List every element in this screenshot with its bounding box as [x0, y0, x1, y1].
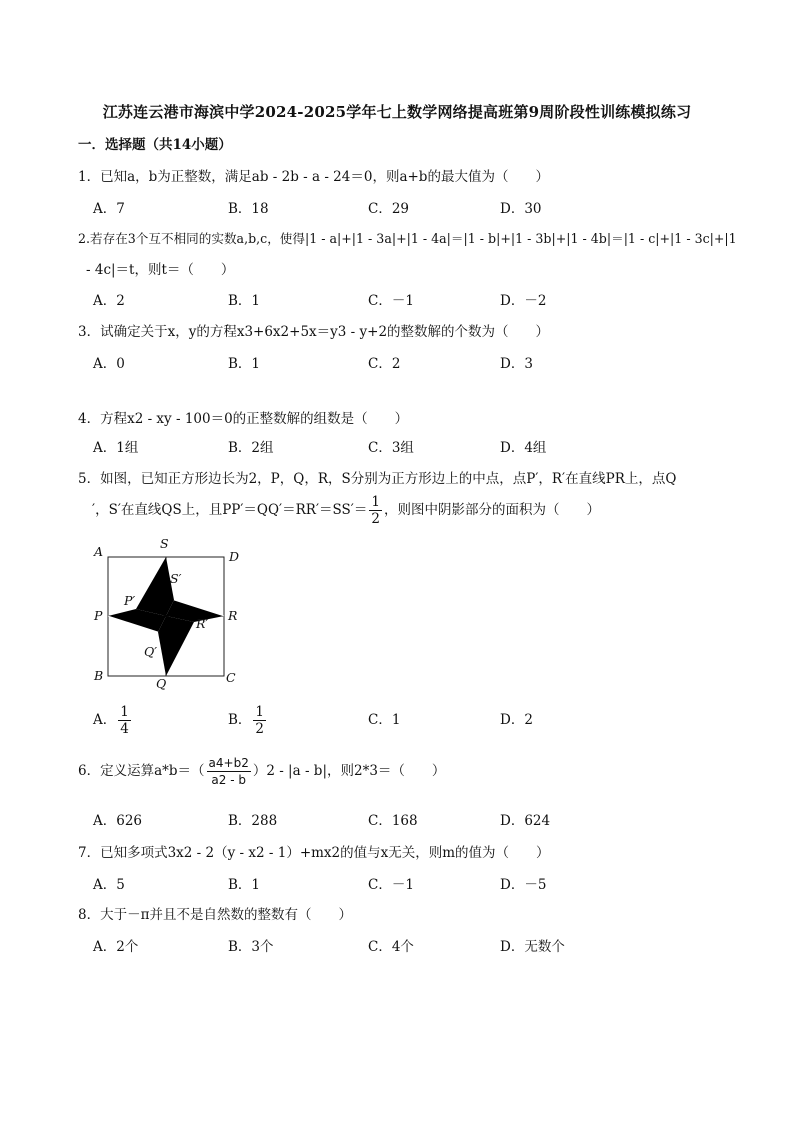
label-d: D: [229, 549, 240, 564]
question-6-stem: [78, 755, 445, 788]
section-heading: 一．选择题（共14小题）: [78, 137, 232, 153]
q2-option-b: B．1: [228, 293, 261, 309]
q2-option-a: A．2: [93, 293, 125, 309]
q7-option-b: B．1: [228, 877, 261, 893]
q8-option-b: B．3个: [228, 939, 274, 955]
q5-option-a-denominator: 4: [120, 721, 129, 737]
q1-option-d: D．30: [500, 201, 542, 217]
q1-option-a: A．7: [93, 201, 125, 217]
q7-option-d: D．－5: [500, 877, 547, 893]
label-p: P: [94, 608, 103, 623]
q7-option-c: C．－1: [368, 877, 414, 893]
q5-fraction-numerator: 1: [371, 494, 380, 510]
label-s-prime: S′: [170, 571, 182, 586]
square-figure: [90, 536, 250, 691]
q3-option-b: B．1: [228, 356, 261, 372]
question-5-stem-line2: [92, 494, 600, 527]
label-r: R: [228, 608, 238, 623]
q5-fraction: [369, 494, 382, 527]
q5-option-d: D．2: [500, 712, 533, 728]
label-b: B: [94, 668, 104, 683]
q6-fraction-denominator: a2 - b: [211, 773, 246, 787]
question-3-stem: 3．试确定关于x，y的方程x3+6x2+5x＝y3 - y+2的整数解的个数为（ ）: [78, 324, 550, 340]
q2-option-d: D．－2: [500, 293, 547, 309]
q6-stem-pre: 6．定义运算a*b＝（: [78, 763, 205, 779]
q5-option-b-denominator: 2: [255, 721, 265, 737]
q5-option-b-fraction: [253, 704, 266, 737]
q2-option-c: C．－1: [368, 293, 414, 309]
q3-option-d: D．3: [500, 356, 533, 372]
q8-option-a: A．2个: [93, 939, 139, 955]
label-c: C: [226, 670, 236, 685]
q6-stem-post: ）2 - |a - b|，则2*3＝（ ）: [252, 763, 446, 779]
q1-option-c: C．29: [368, 201, 410, 217]
label-p-prime: P′: [124, 593, 136, 608]
q8-option-c: C．4个: [368, 939, 414, 955]
q5-option-a-letter: A．: [93, 712, 117, 728]
q6-option-a: A．626: [93, 813, 143, 829]
shaded-blade-bottom: [166, 616, 194, 676]
q4-option-c: C．3组: [368, 440, 414, 456]
q6-fraction: [207, 755, 251, 788]
question-1-stem: 1．已知a，b为正整数，满足ab - 2b - a - 24＝0，则a+b的最大值为（ ）: [78, 169, 549, 185]
label-a: A: [94, 544, 104, 559]
q5-option-c: C．1: [368, 712, 401, 728]
label-r-prime: R′: [196, 616, 209, 631]
question-2-stem-line2: - 4c|＝t，则t＝（ ）: [86, 262, 235, 278]
q6-fraction-numerator: a4+b2: [208, 756, 249, 770]
q7-option-a: A．5: [93, 877, 125, 893]
question-2-stem-line1: 2.若存在3个互不相同的实数a,b,c，使得|1 - a|+|1 - 3a|+|1 - 4a|＝|1 - b|+|1 - 3b|+|1 - 4b|＝|1 - c|+|1 - 3c|+|1: [78, 231, 737, 246]
q3-option-a: A．0: [93, 356, 125, 372]
label-q-prime: Q′: [144, 644, 158, 659]
label-q: Q: [156, 676, 167, 691]
question-8-stem: 8．大于－π并且不是自然数的整数有（ ）: [78, 907, 352, 923]
q5-option-a-numerator: 1: [120, 704, 129, 720]
q4-option-d: D．4组: [500, 440, 547, 456]
question-7-stem: 7．已知多项式3x2 - 2（y - x2 - 1）+mx2的值与x无关，则m的值为（ ）: [78, 845, 550, 861]
label-s: S: [160, 536, 169, 551]
q1-option-b: B．18: [228, 201, 269, 217]
question-4-stem: 4．方程x2 - xy - 100＝0的正整数解的组数是（ ）: [78, 411, 409, 427]
q5-option-b: [228, 704, 268, 737]
square-figure-drawing: [90, 540, 250, 690]
q4-option-a: A．1组: [93, 440, 139, 456]
q5-option-b-letter: B．: [228, 712, 252, 728]
q4-option-b: B．2组: [228, 440, 274, 456]
q5-option-a-fraction: [118, 704, 131, 737]
q5-fraction-denominator: 2: [371, 511, 380, 527]
q6-option-c: C．168: [368, 813, 418, 829]
q8-option-d: D．无数个: [500, 939, 565, 955]
q5-option-a: [93, 704, 133, 737]
q5-option-b-numerator: 1: [255, 704, 265, 720]
q3-option-c: C．2: [368, 356, 401, 372]
q6-option-b: B．288: [228, 813, 278, 829]
q6-option-d: D．624: [500, 813, 551, 829]
document-title: 江苏连云港市海滨中学2024-2025学年七上数学网络提高班第9周阶段性训练模拟练习: [102, 103, 692, 121]
q5-stem-text-b: ，则图中阴影部分的面积为（ ）: [383, 502, 600, 518]
q5-stem-text-a: ′，S′在直线QS上，且PP′＝QQ′＝RR′＝SS′＝: [92, 502, 368, 518]
shaded-blade-top: [136, 557, 166, 616]
question-5-stem-line1: 5．如图，已知正方形边长为2，P，Q，R，S分别为正方形边上的中点，点P′，R′在直线PR上，点Q: [78, 471, 677, 487]
